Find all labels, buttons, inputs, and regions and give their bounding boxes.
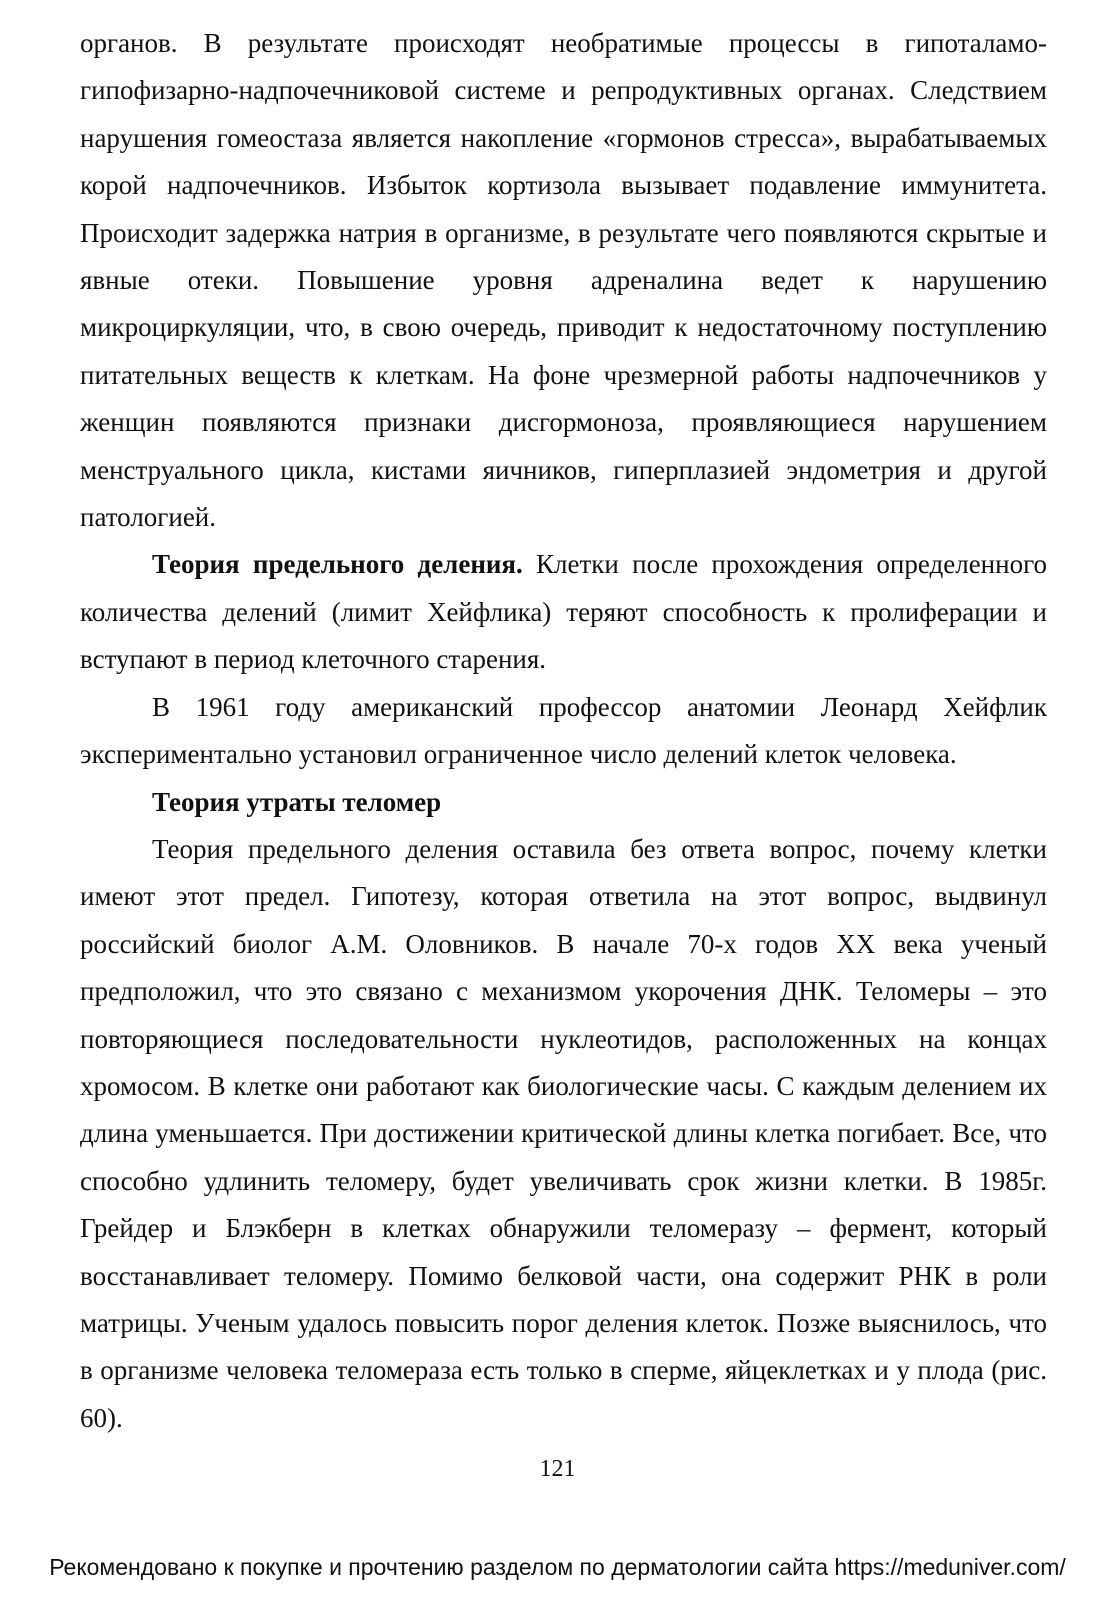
theory-limit-division-title: Теория предельного деления. — [152, 549, 523, 580]
paragraph-limit-division-theory — [80, 541, 1047, 683]
section-heading-telomere-loss: Теория утраты теломер — [152, 786, 442, 817]
paragraph-stress-hormones: органов. В результате происходят необратимые процессы в гипоталамо-гипофизарно-надпочечниковой системе и репродуктивных органах. Следствием нарушения гомеостаза является накопление «гормонов стресса», вырабатываемых корой надпочечников. Избыток кортизола вызывает подавление иммунитета. Происходит задержка натрия в организме, в результате чего появляются скрытые и явные отеки. Повышение уровня адреналина ведет к нарушению микроциркуляции, что, в свою очередь, приводит к недостаточному поступлению питательных веществ к клеткам. На фоне чрезмерной работы надпочечников у женщин появляются признаки дисгормоноза, проявляющиеся нарушением менструального цикла, кистами яичников, гиперплазией эндометрия и другой патологией. — [80, 28, 1047, 533]
page-number: 121 — [539, 1456, 576, 1482]
theory-limit-division-text: Клетки после прохождения определенного количества делений (лимит Хейфлика) теряют способность к пролиферации и вступают в период клеточного старения. — [80, 549, 1047, 675]
paragraph-hayflick-1961: В 1961 году американский профессор анатомии Леонард Хейфлик экспериментально установил ограниченное число делений клеток человека. — [80, 691, 1047, 770]
footer-recommendation: Рекомендовано к покупке и прочтению разделом по дерматологии сайта https://meduniver.com/ — [49, 1554, 1066, 1580]
paragraph-telomere-theory: Теория предельного деления оставила без ответа вопрос, почему клетки имеют этот предел. Гипотезу, которая ответила на этот вопрос, выдвинул российский биолог А.М. Оловников. В начале 70-х годов XX века ученый предположил, что это связано с механизмом укорочения ДНК. Теломеры – это повторяющиеся последовательности нуклеотидов, расположенных на концах хромосом. В клетке они работают как биологические часы. С каждым делением их длина уменьшается. При достижении критической длины клетка погибает. Все, что способно удлинить теломеру, будет увеличивать срок жизни клетки. В 1985г. Грейдер и Блэкберн в клетках обнаружили теломеразу – фермент, который восстанавливает теломеру. Помимо белковой части, она содержит РНК в роли матрицы. Ученым удалось повысить порог деления клеток. Позже выяснилось, что в организме человека теломераза есть только в сперме, яйцеклетках и у плода (рис. 60). — [80, 833, 1047, 1433]
document-page — [80, 20, 1047, 1442]
